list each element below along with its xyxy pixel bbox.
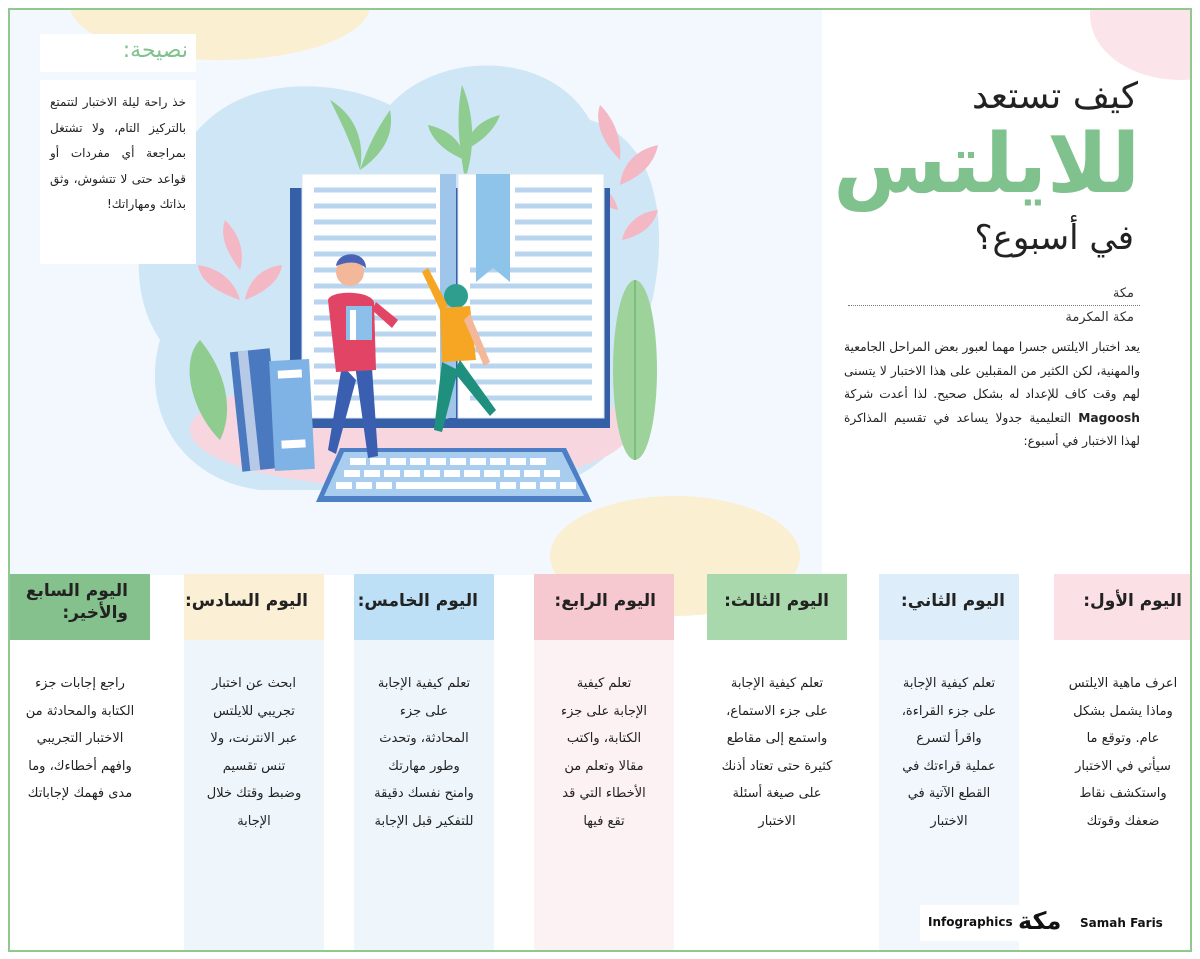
day-2-heading: اليوم الثاني: xyxy=(900,591,1005,611)
title-main: للايلتس xyxy=(833,117,1140,212)
pink-blob-top-right xyxy=(1090,8,1192,80)
day-3-header xyxy=(707,574,847,640)
bookmark xyxy=(476,174,510,282)
day-1-text: اعرف ماهية الايلتس وماذا يشمل بشكل عام. وتوقع ما سيأتي في الاختبار واستكشف نقاط ضعفك وقوتك xyxy=(1068,676,1178,829)
intro-text-after: التعليمية جدولا يساعد في تقسيم المذاكرة لهذا الاختبار في أسبوع: xyxy=(844,410,1140,448)
day-4-text: تعلم كيفية الإجابة على جزء الكتابة، واكتب مقالا وتعلم من الأخطاء التي قد تقع فيها xyxy=(560,676,648,829)
day-4-heading: اليوم الرابع: xyxy=(554,591,656,611)
day-6-text: ابحث عن اختبار تجريبي للايلتس عبر الانترنت، ولا تنس تقسيم وضبط وقتك خلال الإجابة xyxy=(206,676,302,829)
day-3-column xyxy=(707,640,847,950)
location-city: مكة xyxy=(1112,286,1134,301)
day-6-heading: اليوم السادس: xyxy=(184,591,308,611)
day-5-text: تعلم كيفية الإجابة على جزء المحادثة، وتحدث وطور مهارتك وامنح نفسك دقيقة للتفكير قبل الإجابة xyxy=(374,676,474,829)
day-2-column xyxy=(879,640,1019,950)
day-2-text: تعلم كيفية الإجابة على جزء القراءة، واقرأ لتسرع عملية قراءتك في القطع الآتية في الاختبار xyxy=(901,676,997,829)
location-region: مكة المكرمة xyxy=(1065,310,1134,325)
title-line-3: في أسبوع؟ xyxy=(974,218,1134,258)
day-3-heading: اليوم الثالث: xyxy=(724,591,829,611)
day-5-column xyxy=(354,640,494,950)
title-line-1: كيف تستعد xyxy=(972,76,1138,117)
day-1-header xyxy=(1054,574,1192,640)
day-3-text: تعلم كيفية الإجابة على جزء الاستماع، واستمع إلى مقاطع كثيرة حتى تعتاد أذنك على صيغة أسئلة الاختبار xyxy=(721,676,833,829)
credits-box xyxy=(920,905,1174,941)
day-5-header xyxy=(354,574,494,640)
intro-brand: Magoosh xyxy=(1078,410,1140,425)
day-1-column xyxy=(1054,640,1192,950)
credit-author: Samah Faris xyxy=(1080,916,1163,930)
day-6-column xyxy=(184,640,324,950)
intro-text-before: يعد اختبار الايلتس جسرا مهما لعبور بعض المراحل الجامعية والمهنية، لكن الكثير من المقبلين على هذا الاختبار لا يتسنى لهم وقت كاف للإعداد له بشكل صحيح. لذا أعدت شركة xyxy=(844,340,1140,401)
credit-logo: مكة xyxy=(1018,907,1062,935)
advice-heading: نصيحة: xyxy=(122,38,188,63)
infographic-frame xyxy=(8,8,1192,952)
intro-paragraph xyxy=(844,336,1140,454)
book-stack xyxy=(230,348,315,472)
day-4-header xyxy=(534,574,674,640)
day-7-column xyxy=(10,640,150,950)
day-7-header xyxy=(10,574,150,640)
day-1-heading: اليوم الأول: xyxy=(1083,591,1182,611)
credit-infographics: Infographics xyxy=(928,915,1013,929)
day-7-text: راجع إجابات جزء الكتابة والمحادثة من الاختبار التجريبي وافهم أخطاءك، وما مدى فهمك لإجاباتك xyxy=(25,676,135,801)
advice-box xyxy=(40,80,196,264)
day-6-header xyxy=(184,574,324,640)
advice-text: خذ راحة ليلة الاختبار لتتمتع بالتركيز التام، ولا تشتغل بمراجعة أي مفردات أو قواعد حتى لا تتشوش، وثق بذاتك ومهاراتك! xyxy=(50,95,186,211)
location-divider xyxy=(848,305,1140,306)
day-5-heading: اليوم الخامس: xyxy=(357,591,478,611)
day-4-column xyxy=(534,640,674,950)
day-7-heading: اليوم السابع والأخير: xyxy=(25,581,128,623)
advice-heading-box xyxy=(40,34,196,72)
keyboard xyxy=(316,448,592,502)
day-2-header xyxy=(879,574,1019,640)
